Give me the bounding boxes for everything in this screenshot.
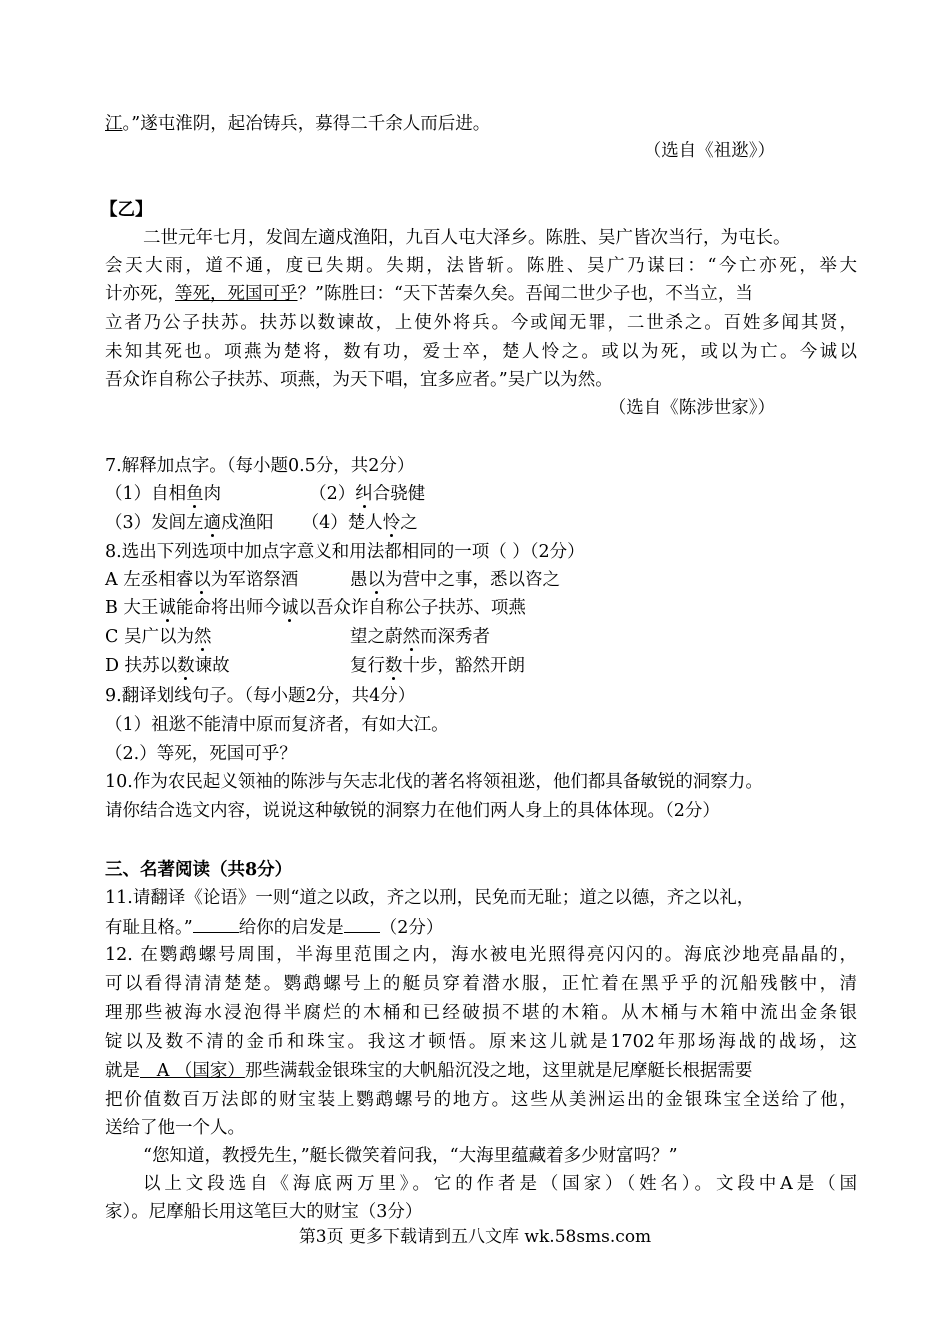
q12-line: 就是 A （国家）那些满载金银珠宝的大帆船沉没之地，这里就是尼摩艇长根据需要 (105, 1061, 753, 1081)
q8-option-c: C 吴广以为然 望之蔚然而深秀者 (105, 627, 490, 647)
passage-yi-heading: 【乙】 (100, 200, 153, 220)
q12-line: 以上文段选自《海底两万里》。它的作者是（国家）（姓名）。文段中A是（国 (143, 1174, 857, 1194)
answer-blank[interactable] (193, 912, 239, 933)
passage-yi-line: 立者乃公子扶苏。扶苏以数谏故，上使外将兵。今或闻无罪，二世杀之。百姓多闻其贤， (105, 313, 857, 333)
dotted-char: 以 (367, 570, 385, 590)
q12-line: 12. 在鹦鹉螺号周围，半海里范围之内，海水被电光照得亮闪闪的。海底沙地亮晶晶的， (105, 945, 857, 965)
q12-line: “您知道，教授先生，”艇长微笑着问我，“大海里蕴藏着多少财富吗？” (143, 1146, 678, 1166)
q8-stem: 8.选出下列选项中加点字意义和用法都相同的一项（ ）（2分） (105, 542, 585, 562)
q12-line: 送给了他一个人。 (105, 1118, 245, 1138)
underlined-sentence: 等死，死国可乎 (175, 284, 298, 304)
passage-jia-line: 江。”遂屯淮阴，起冶铸兵，募得二千余人而后进。 (105, 114, 491, 134)
passage-yi-line: 计亦死，等死，死国可乎？”陈胜曰：“天下苦秦久矣。吾闻二世少子也，不当立，当 (105, 284, 753, 304)
q12-line: 可以看得清清楚楚。鹦鹉螺号上的艇员穿着潜水服，正忙着在黑乎乎的沉船残骸中，清 (105, 974, 857, 994)
dotted-char: 诚 (280, 598, 299, 618)
dotted-char: 然 (193, 627, 212, 647)
underlined-blank-a: A （国家） (140, 1061, 245, 1081)
dotted-char: 数 (385, 656, 403, 676)
q12-line: 理那些被海水浸泡得半腐烂的木桶和已经破损不堪的木箱。从木桶与木箱中流出金条银 (105, 1003, 857, 1023)
q8-option-b: B 大王诚能命将出师今诚以吾众诈自称公子扶苏、项燕 (105, 598, 526, 618)
passage-yi-line: 吾众诈自称公子扶苏、项燕，为天下唱，宜多应者。”吴广以为然。 (105, 370, 613, 390)
dotted-char: 適 (203, 513, 222, 533)
q8-option-d: D 扶苏以数谏故 复行数十步，豁然开朗 (105, 656, 525, 676)
q12-line: 家）。尼摩船长用这笔巨大的财宝（3分） (105, 1202, 423, 1222)
dotted-char: 怜 (382, 513, 401, 533)
q9-stem: 9.翻译划线句子。（每小题2分，共4分） (105, 686, 416, 706)
q10-line: 请你结合选文内容，说说这种敏锐的洞察力在他们两人身上的具体体现。（2分） (105, 801, 720, 821)
answer-blank[interactable] (344, 912, 380, 933)
q8-option-a: A 左丞相睿以为军谘祭酒 愚以为营中之事，悉以咨之 (105, 570, 560, 590)
underlined-word: 江 (105, 114, 123, 134)
passage-jia-source: （选自《祖逖》） (643, 141, 775, 161)
dotted-char: 以 (193, 570, 211, 590)
dotted-char: 数 (177, 656, 195, 676)
dotted-char: 鱼 (186, 484, 204, 504)
q9-item: （2.）等死，死国可乎？ (105, 744, 297, 764)
passage-yi-line: 未知其死也。项燕为楚将，数有功，爱士卒，楚人怜之。或以为死，或以为亡。今诚以 (105, 342, 857, 362)
q9-item: （1）祖逖不能清中原而复济者，有如大江。 (105, 715, 449, 735)
section-3-heading: 三、名著阅读（共8分） (105, 860, 293, 880)
q7-stem: 7.解释加点字。（每小题0.5分，共2分） (105, 456, 415, 476)
q7-row: （3）发闾左適戍渔阳 （4）楚人怜之 (105, 513, 418, 533)
page-footer: 第3页 更多下载请到五八文库 wk.58sms.com (298, 1227, 652, 1247)
passage-yi-line: 二世元年七月，发闾左適戍渔阳，九百人屯大泽乡。陈胜、吴广皆次当行，为屯长。 (143, 228, 791, 248)
passage-yi-line: 会天大雨，道不通，度已失期。失期，法皆斩。陈胜、吴广乃谋曰：“今亡亦死，举大 (105, 256, 857, 276)
q11-line: 11.请翻译《论语》一则“道之以政，齐之以刑，民免而无耻；道之以德，齐之以礼， (105, 888, 755, 908)
dotted-char: 诚 (158, 598, 176, 618)
q11-line: 有耻且格。” 给你的启发是 （2分） (105, 912, 443, 942)
q12-line: 把价值数百万法郎的财宝装上鹦鹉螺号的地方。这些从美洲运出的金银珠宝全送给了他， (105, 1090, 857, 1110)
dotted-char: 然 (402, 627, 420, 647)
q12-line: 锭以及数不清的金币和珠宝。我这才顿悟。原来这儿就是1702年那场海战的战场，这 (105, 1032, 857, 1052)
passage-yi-source: （选自《陈涉世家》） (608, 398, 775, 418)
dotted-char: 纠 (355, 484, 373, 504)
q10-line: 10.作为农民起义领袖的陈涉与矢志北伐的著名将领祖逖，他们都具备敏锐的洞察力。 (105, 772, 763, 792)
q7-row: （1）自相鱼肉 （2）纠合骁健 (105, 484, 426, 504)
